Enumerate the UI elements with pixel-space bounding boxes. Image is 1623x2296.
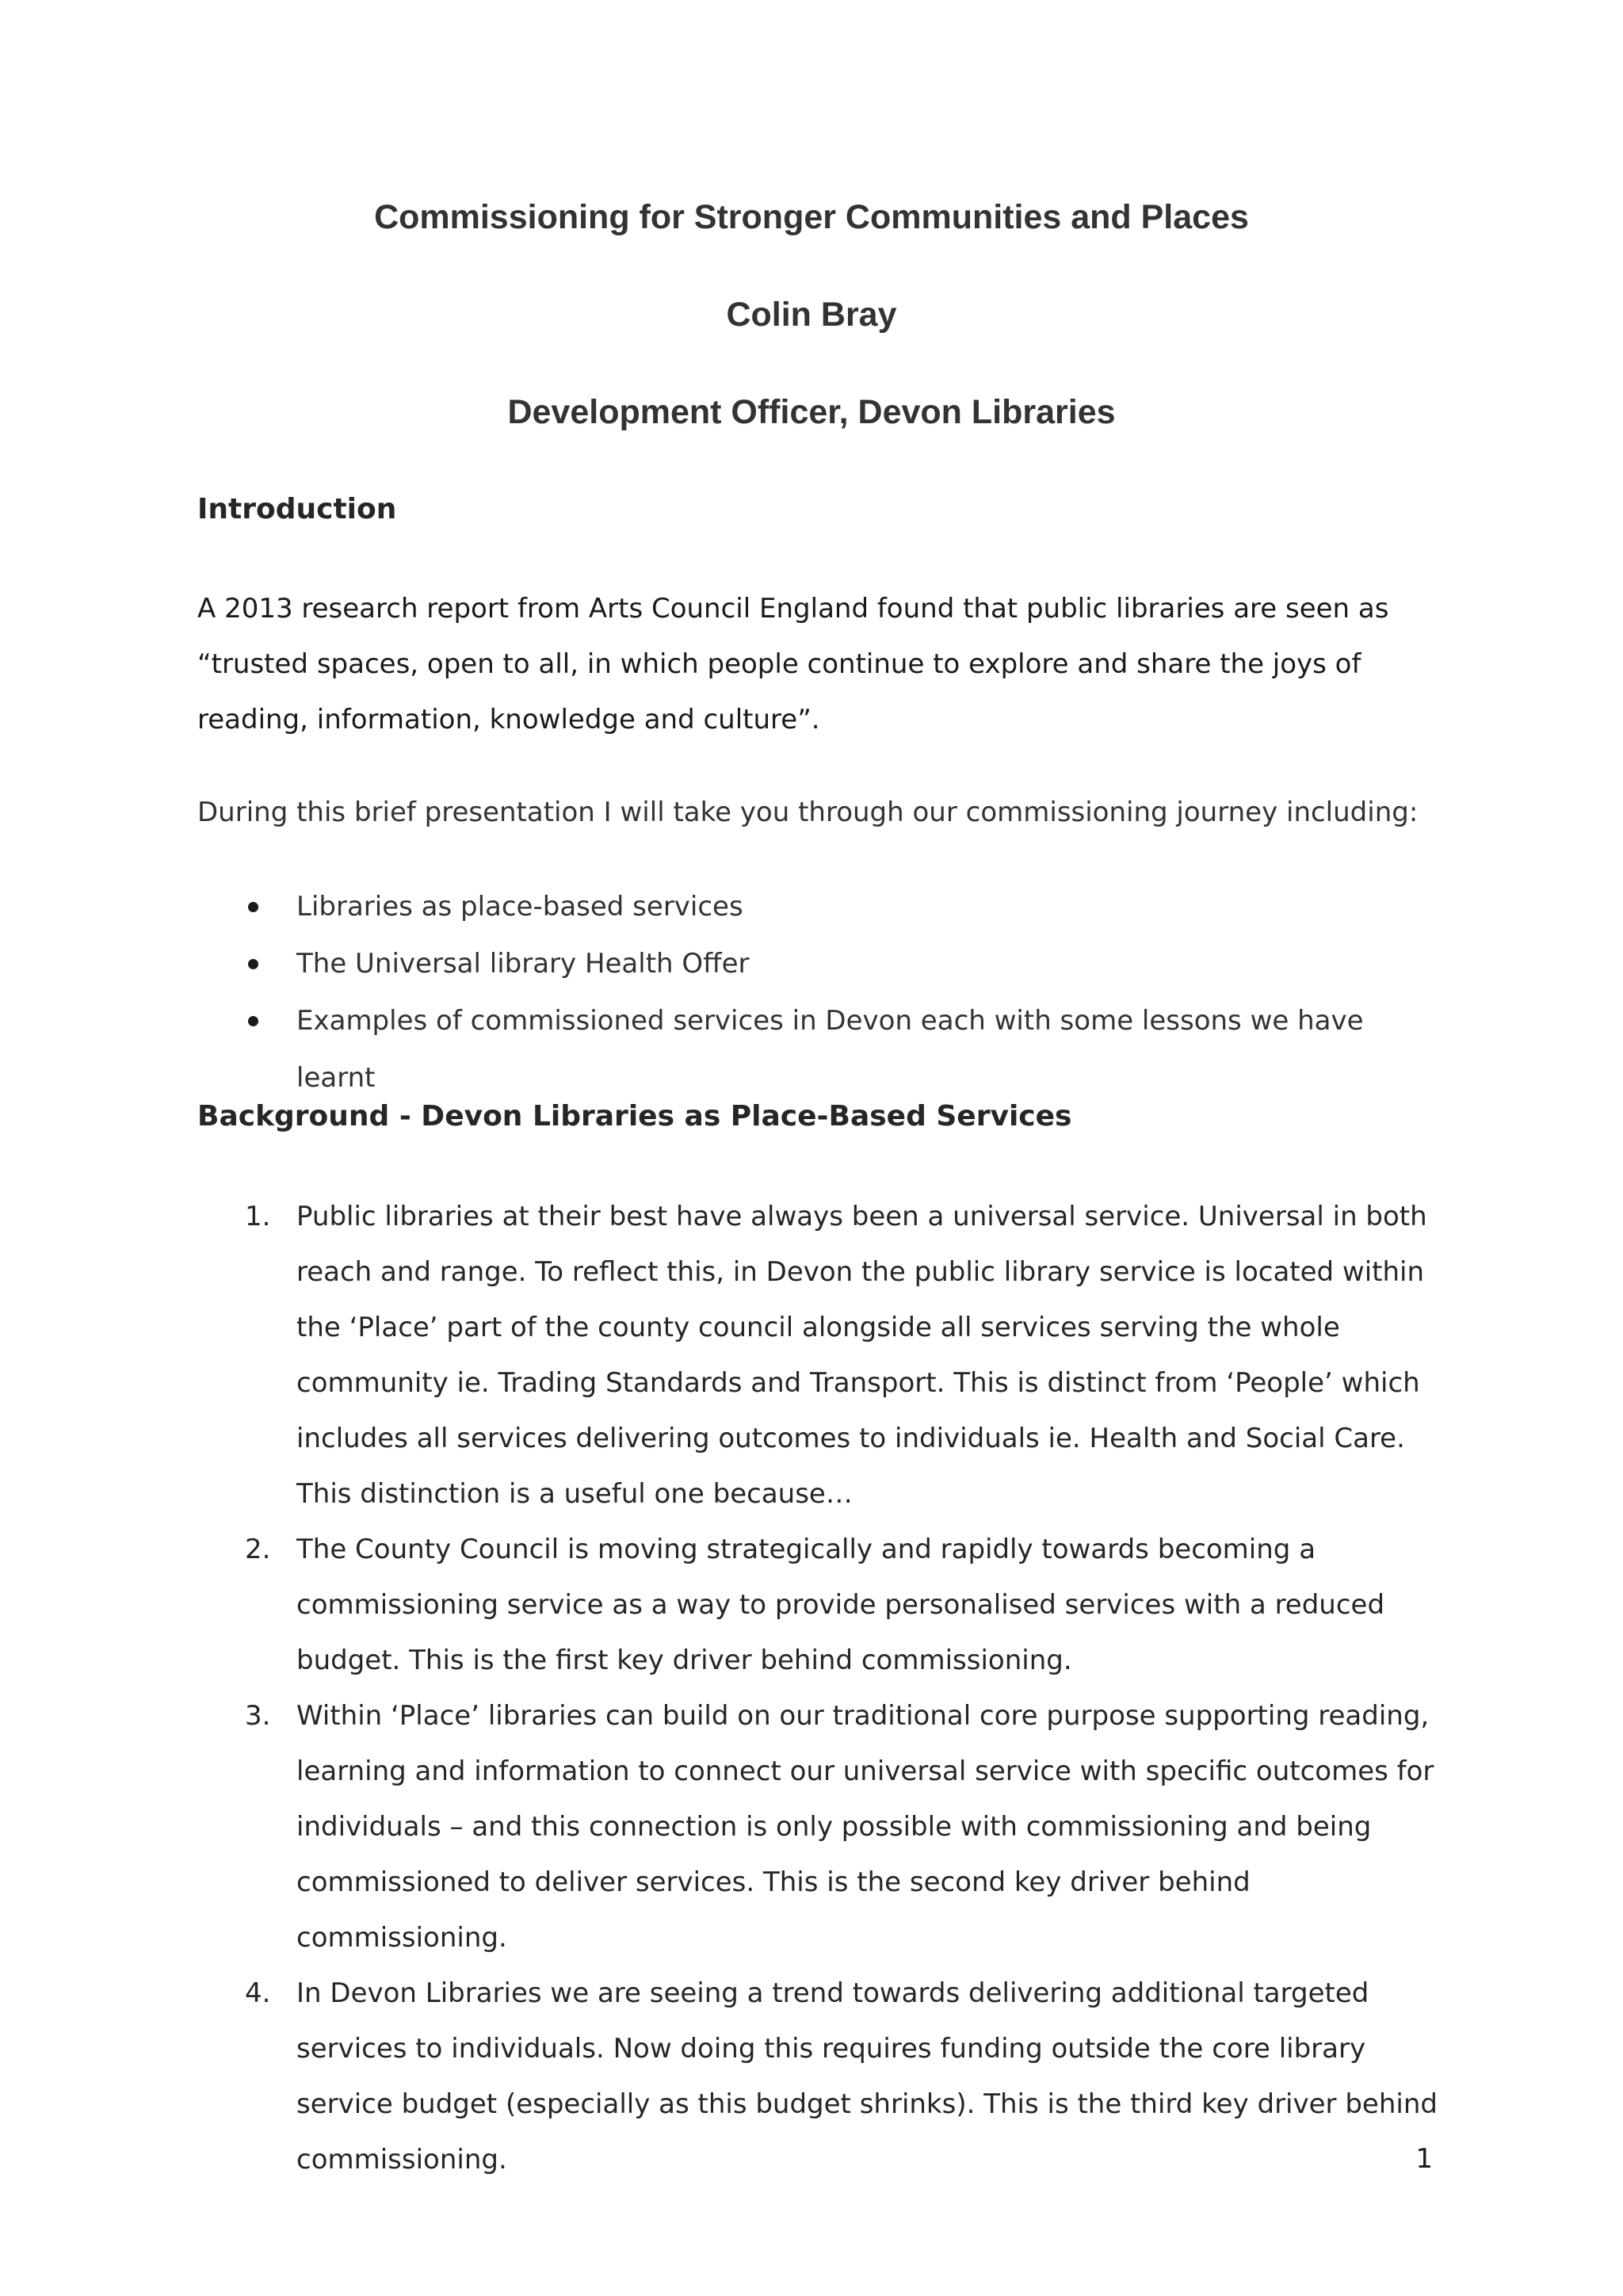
list-item	[197, 1522, 1449, 1688]
document-title: Commissioning for Stronger Communities and Places	[374, 198, 1249, 236]
list-item	[197, 878, 1442, 935]
journey-bullet-list	[197, 878, 1442, 1106]
list-item-number: 2.	[245, 1534, 271, 1565]
bullet-icon	[248, 959, 258, 969]
introduction-paragraph: A 2013 research report from Arts Council England found that public libraries are seen as “trusted spaces, open to all, in which people continue to explore and share the joys of reading, information, knowledge and culture”.	[197, 593, 1389, 735]
list-item-text: Within ‘Place’ libraries can build on our traditional core purpose supporting reading, learning and information to connect our universal service with specific outcomes for individuals – and this connection is only possible with commissioning and being commissioned to deliver services. This is the second key driver behind commissioning.	[296, 1700, 1434, 1954]
page-number: 1	[1415, 2143, 1433, 2175]
list-item-text: The County Council is moving strategically and rapidly towards becoming a commissioning service as a way to provide personalised services with a reduced budget. This is the first key driver behind commissioning.	[296, 1534, 1385, 1676]
list-item	[197, 1688, 1449, 1966]
list-item-text: Public libraries at their best have always been a universal service. Universal in both reach and range. To reflect this, in Devon the public library service is located within the ‘Place’ part of the county council alongside all services serving the whole community ie. Trading Standards and Transport. This is distinct from ‘People’ which includes all services delivering outcomes to individuals ie. Health and Social Care. This distinction is a useful one because…	[296, 1201, 1427, 1510]
list-item-text: The Universal library Health Offer	[296, 948, 750, 980]
list-item	[197, 1966, 1449, 2187]
background-numbered-list	[197, 1189, 1449, 2187]
author-role: Development Officer, Devon Libraries	[507, 393, 1116, 431]
introduction-heading: Introduction	[197, 493, 397, 525]
list-item	[197, 935, 1442, 992]
list-item-text: Examples of commissioned services in Devon each with some lessons we have learnt	[296, 1005, 1364, 1094]
introduction-lead-in: During this brief presentation I will take you through our commissioning journey including:	[197, 797, 1419, 828]
list-item	[197, 1189, 1449, 1522]
author-name: Colin Bray	[726, 296, 897, 334]
list-item-text: In Devon Libraries we are seeing a trend towards delivering additional targeted services to individuals. Now doing this requires funding outside the core library service budget (especially as this budget shrinks). This is the third key driver behind commissioning.	[296, 1977, 1438, 2176]
bullet-icon	[248, 902, 258, 912]
list-item-text: Libraries as place-based services	[296, 891, 743, 923]
list-item-number: 4.	[245, 1977, 271, 2009]
list-item	[197, 992, 1442, 1106]
list-item-number: 1.	[245, 1201, 271, 1232]
list-item-number: 3.	[245, 1700, 271, 1732]
bullet-icon	[248, 1016, 258, 1026]
background-heading: Background - Devon Libraries as Place-Based Services	[197, 1100, 1072, 1133]
